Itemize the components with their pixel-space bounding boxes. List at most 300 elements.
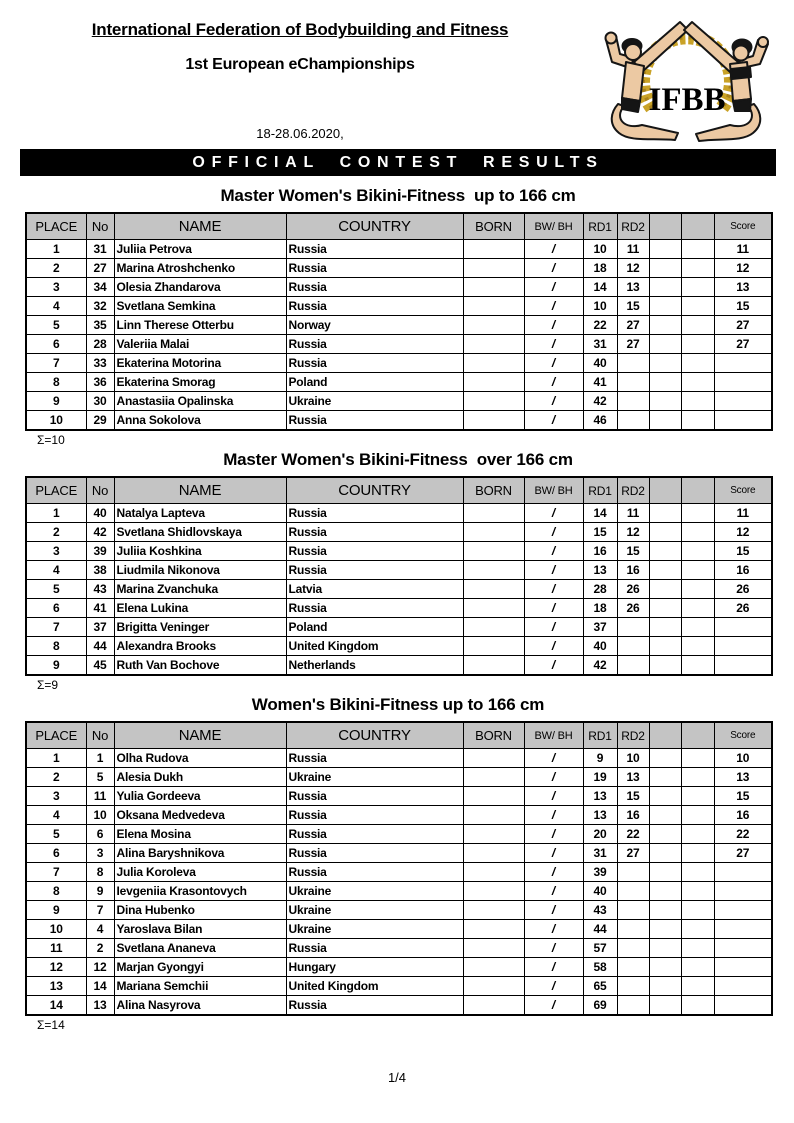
cell-e2 [681,996,714,1016]
cell-e2 [681,920,714,939]
cell-place: 9 [26,392,86,411]
cell-born [463,599,524,618]
cell-country: Ukraine [286,882,463,901]
cell-no: 7 [86,901,114,920]
cell-bwbh: / [524,297,583,316]
table-row [26,901,772,920]
cell-place: 2 [26,523,86,542]
cell-score [714,901,772,920]
table-row [26,806,772,825]
cell-e1 [649,542,681,561]
cell-e1 [649,882,681,901]
cell-score [714,863,772,882]
column-header-e1 [649,213,681,240]
cell-country: Russia [286,863,463,882]
cell-bwbh: / [524,561,583,580]
cell-e2 [681,844,714,863]
cell-name: Ruth Van Bochove [114,656,286,676]
cell-score: 15 [714,297,772,316]
cell-rd2 [617,373,649,392]
cell-rd1: 39 [583,863,617,882]
column-header-rd2: RD2 [617,213,649,240]
cell-name: Valeriia Malai [114,335,286,354]
cell-born [463,411,524,431]
cell-born [463,996,524,1016]
cell-rd2 [617,618,649,637]
cell-rd2 [617,354,649,373]
cell-e1 [649,825,681,844]
table-row [26,637,772,656]
cell-score [714,977,772,996]
cell-no: 28 [86,335,114,354]
cell-rd1: 18 [583,259,617,278]
cell-place: 7 [26,863,86,882]
cell-score: 16 [714,561,772,580]
event-title: 1st European eChampionships [185,56,415,73]
cell-no: 40 [86,504,114,523]
cell-e1 [649,599,681,618]
cell-score: 13 [714,768,772,787]
column-header-no: No [86,213,114,240]
cell-name: Elena Lukina [114,599,286,618]
table-header-row [26,477,772,504]
cell-rd2 [617,656,649,676]
cell-name: Ekaterina Smorag [114,373,286,392]
cell-rd1: 14 [583,504,617,523]
cell-bwbh: / [524,599,583,618]
cell-born [463,580,524,599]
cell-bwbh: / [524,920,583,939]
cell-no: 13 [86,996,114,1016]
cell-rd2: 27 [617,844,649,863]
cell-score: 12 [714,259,772,278]
cell-rd2: 27 [617,335,649,354]
column-header-place: PLACE [26,213,86,240]
column-header-name: NAME [114,477,286,504]
table-row [26,844,772,863]
cell-bwbh: / [524,806,583,825]
cell-rd2: 13 [617,768,649,787]
cell-no: 35 [86,316,114,335]
table-row [26,316,772,335]
cell-score: 12 [714,523,772,542]
cell-rd1: 19 [583,768,617,787]
cell-born [463,637,524,656]
cell-e1 [649,844,681,863]
cell-e2 [681,599,714,618]
cell-name: Olha Rudova [114,749,286,768]
cell-e2 [681,882,714,901]
table-row [26,504,772,523]
cell-name: Svetlana Semkina [114,297,286,316]
cell-born [463,354,524,373]
cell-country: Russia [286,825,463,844]
cell-bwbh: / [524,637,583,656]
cell-name: Oksana Medvedeva [114,806,286,825]
cell-bwbh: / [524,825,583,844]
column-header-score: Score [714,477,772,504]
cell-rd2 [617,411,649,431]
cell-rd2: 15 [617,787,649,806]
cell-bwbh: / [524,844,583,863]
cell-no: 5 [86,768,114,787]
cell-score [714,996,772,1016]
cell-name: Svetlana Ananeva [114,939,286,958]
cell-bwbh: / [524,939,583,958]
cell-e1 [649,373,681,392]
cell-born [463,542,524,561]
cell-score: 27 [714,335,772,354]
cell-born [463,561,524,580]
ifbb-logo-text: IFBB [648,82,726,118]
cell-country: Russia [286,354,463,373]
cell-country: Russia [286,844,463,863]
cell-name: Mariana Semchii [114,977,286,996]
cell-e1 [649,240,681,259]
cell-bwbh: / [524,768,583,787]
cell-place: 13 [26,977,86,996]
cell-e2 [681,787,714,806]
cell-rd2 [617,882,649,901]
cell-name: Yulia Gordeeva [114,787,286,806]
cell-bwbh: / [524,787,583,806]
cell-place: 8 [26,882,86,901]
cell-place: 1 [26,504,86,523]
cell-bwbh: / [524,958,583,977]
cell-no: 10 [86,806,114,825]
cell-bwbh: / [524,882,583,901]
column-header-country: COUNTRY [286,722,463,749]
cell-name: Juliia Koshkina [114,542,286,561]
cell-no: 4 [86,920,114,939]
cell-name: Anastasiia Opalinska [114,392,286,411]
cell-rd2 [617,901,649,920]
cell-place: 14 [26,996,86,1016]
cell-e2 [681,806,714,825]
cell-rd2: 26 [617,599,649,618]
cell-rd1: 46 [583,411,617,431]
cell-name: Marjan Gyongyi [114,958,286,977]
cell-place: 9 [26,656,86,676]
cell-rd1: 15 [583,523,617,542]
cell-rd2: 12 [617,259,649,278]
cell-score [714,882,772,901]
column-header-e2 [681,477,714,504]
cell-born [463,787,524,806]
cell-e1 [649,920,681,939]
cell-score [714,373,772,392]
table-row [26,561,772,580]
cell-rd1: 22 [583,316,617,335]
cell-rd1: 13 [583,561,617,580]
table-row [26,542,772,561]
cell-e1 [649,768,681,787]
cell-country: Russia [286,561,463,580]
cell-name: Olesia Zhandarova [114,278,286,297]
cell-bwbh: / [524,618,583,637]
cell-rd1: 69 [583,996,617,1016]
column-header-e2 [681,213,714,240]
cell-country: Russia [286,297,463,316]
cell-e2 [681,561,714,580]
cell-country: Russia [286,259,463,278]
column-header-score: Score [714,213,772,240]
cell-bwbh: / [524,240,583,259]
cell-e2 [681,297,714,316]
column-header-rd1: RD1 [583,477,617,504]
cell-score: 15 [714,542,772,561]
cell-bwbh: / [524,278,583,297]
cell-rd2 [617,958,649,977]
cell-place: 2 [26,259,86,278]
cell-no: 2 [86,939,114,958]
cell-place: 12 [26,958,86,977]
cell-rd1: 57 [583,939,617,958]
cell-score: 27 [714,316,772,335]
cell-place: 4 [26,297,86,316]
cell-e2 [681,523,714,542]
cell-score: 10 [714,749,772,768]
cell-e2 [681,316,714,335]
cell-rd1: 42 [583,656,617,676]
column-header-score: Score [714,722,772,749]
cell-e2 [681,240,714,259]
cell-e2 [681,825,714,844]
cell-score: 16 [714,806,772,825]
cell-rd1: 16 [583,542,617,561]
cell-bwbh: / [524,411,583,431]
cell-rd2 [617,920,649,939]
cell-place: 1 [26,240,86,259]
table-row [26,618,772,637]
results-table [25,212,773,431]
table-row [26,240,772,259]
cell-score [714,656,772,676]
ifbb-logo [582,6,792,148]
cell-country: Russia [286,523,463,542]
cell-no: 32 [86,297,114,316]
cell-place: 3 [26,787,86,806]
cell-no: 6 [86,825,114,844]
cell-e2 [681,392,714,411]
column-header-no: No [86,477,114,504]
table-row [26,278,772,297]
cell-rd1: 41 [583,373,617,392]
cell-country: Ukraine [286,920,463,939]
cell-place: 3 [26,278,86,297]
cell-no: 33 [86,354,114,373]
cell-no: 38 [86,561,114,580]
cell-e1 [649,958,681,977]
cell-score [714,618,772,637]
cell-rd1: 18 [583,599,617,618]
cell-score: 26 [714,580,772,599]
cell-place: 4 [26,561,86,580]
cell-country: Russia [286,240,463,259]
column-header-bwbh: BW/ BH [524,477,583,504]
cell-country: Ukraine [286,768,463,787]
cell-country: Hungary [286,958,463,977]
cell-score [714,392,772,411]
cell-e1 [649,863,681,882]
table-row [26,335,772,354]
cell-e1 [649,335,681,354]
column-header-rd2: RD2 [617,477,649,504]
cell-e2 [681,580,714,599]
page-number: 1/4 [387,1070,407,1085]
cell-place: 5 [26,580,86,599]
cell-e2 [681,656,714,676]
cell-rd2: 26 [617,580,649,599]
cell-country: Ukraine [286,392,463,411]
cell-place: 4 [26,806,86,825]
cell-place: 6 [26,844,86,863]
table-row [26,920,772,939]
cell-e1 [649,939,681,958]
cell-bwbh: / [524,504,583,523]
cell-country: Latvia [286,580,463,599]
cell-no: 29 [86,411,114,431]
cell-name: Alexandra Brooks [114,637,286,656]
category-title: Master Women's Bikini-Fitness up to 166 cm [220,186,576,205]
cell-born [463,768,524,787]
table-row [26,580,772,599]
cell-name: Alesia Dukh [114,768,286,787]
cell-no: 11 [86,787,114,806]
federation-title: International Federation of Bodybuilding and Fitness [91,20,509,39]
cell-born [463,259,524,278]
cell-score: 27 [714,844,772,863]
cell-e1 [649,580,681,599]
cell-born [463,240,524,259]
cell-score [714,637,772,656]
cell-no: 1 [86,749,114,768]
cell-name: Julia Koroleva [114,863,286,882]
cell-country: Russia [286,504,463,523]
cell-born [463,656,524,676]
cell-name: Ekaterina Motorina [114,354,286,373]
cell-place: 8 [26,373,86,392]
cell-e1 [649,618,681,637]
cell-born [463,523,524,542]
cell-place: 7 [26,354,86,373]
cell-born [463,618,524,637]
cell-rd1: 13 [583,806,617,825]
cell-rd1: 43 [583,901,617,920]
cell-no: 30 [86,392,114,411]
cell-e1 [649,259,681,278]
cell-born [463,335,524,354]
sigma-count: Σ=14 [37,1018,65,1032]
cell-bwbh: / [524,523,583,542]
table-row [26,599,772,618]
cell-place: 6 [26,335,86,354]
cell-country: Russia [286,411,463,431]
cell-rd1: 10 [583,297,617,316]
cell-e1 [649,977,681,996]
cell-rd2: 16 [617,561,649,580]
cell-e1 [649,523,681,542]
table-row [26,996,772,1016]
cell-score: 13 [714,278,772,297]
column-header-name: NAME [114,722,286,749]
cell-e2 [681,749,714,768]
cell-bwbh: / [524,749,583,768]
cell-country: United Kingdom [286,977,463,996]
cell-rd1: 9 [583,749,617,768]
category-title: Women's Bikini-Fitness up to 166 cm [251,695,545,714]
cell-rd2: 11 [617,240,649,259]
cell-name: Svetlana Shidlovskaya [114,523,286,542]
cell-country: Russia [286,787,463,806]
cell-e1 [649,504,681,523]
column-header-rd2: RD2 [617,722,649,749]
cell-rd1: 40 [583,637,617,656]
table-header-row [26,213,772,240]
cell-rd2 [617,939,649,958]
cell-score: 11 [714,240,772,259]
table-row [26,768,772,787]
cell-score [714,958,772,977]
cell-place: 6 [26,599,86,618]
cell-e2 [681,278,714,297]
cell-bwbh: / [524,863,583,882]
cell-bwbh: / [524,259,583,278]
column-header-e1 [649,477,681,504]
cell-country: Ukraine [286,901,463,920]
category-section [25,695,771,1032]
cell-no: 31 [86,240,114,259]
table-row [26,411,772,431]
cell-born [463,504,524,523]
cell-e1 [649,561,681,580]
column-header-born: BORN [463,213,524,240]
cell-name: Linn Therese Otterbu [114,316,286,335]
cell-bwbh: / [524,542,583,561]
cell-born [463,882,524,901]
column-header-country: COUNTRY [286,213,463,240]
cell-rd2: 15 [617,542,649,561]
cell-e1 [649,354,681,373]
cell-no: 34 [86,278,114,297]
cell-e1 [649,901,681,920]
cell-bwbh: / [524,580,583,599]
event-date: 18-28.06.2020, [256,126,344,141]
table-row [26,392,772,411]
cell-rd1: 40 [583,354,617,373]
cell-e1 [649,637,681,656]
column-header-rd1: RD1 [583,213,617,240]
cell-e2 [681,618,714,637]
cell-name: Marina Atroshchenko [114,259,286,278]
cell-country: Russia [286,996,463,1016]
column-header-e1 [649,722,681,749]
cell-no: 41 [86,599,114,618]
cell-born [463,844,524,863]
cell-place: 5 [26,825,86,844]
cell-bwbh: / [524,335,583,354]
table-row [26,523,772,542]
cell-e1 [649,392,681,411]
cell-no: 39 [86,542,114,561]
cell-rd1: 37 [583,618,617,637]
cell-rd2: 13 [617,278,649,297]
cell-rd1: 31 [583,844,617,863]
cell-country: Russia [286,542,463,561]
cell-country: Russia [286,335,463,354]
cell-rd2: 12 [617,523,649,542]
cell-name: Ievgeniia Krasontovych [114,882,286,901]
